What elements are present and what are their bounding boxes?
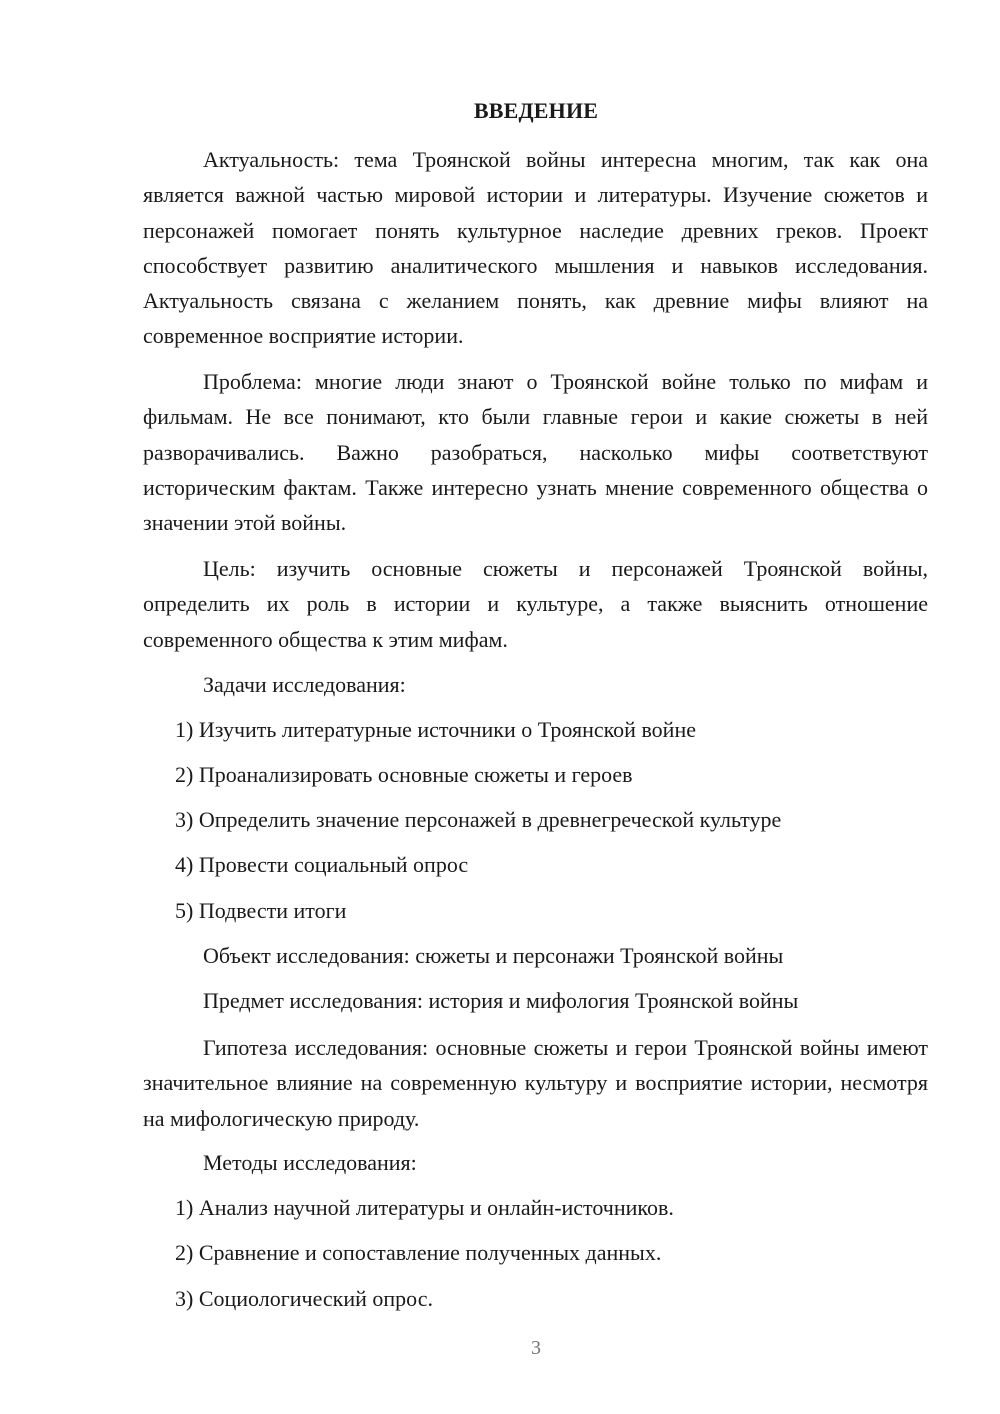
- task-item: 1) Изучить литературные источники о Троянской войне: [175, 717, 696, 742]
- tasks-heading: Задачи исследования:: [203, 672, 406, 697]
- method-item: 3) Социологический опрос.: [175, 1286, 433, 1311]
- task-item: 5) Подвести итоги: [175, 898, 347, 923]
- paragraph-goal: Цель: изучить основные сюжеты и персонажей Троянской войны, определить их роль в истории и культуре, а также выяснить отношение современного общества к этим мифам.: [143, 556, 928, 652]
- methods-heading: Методы исследования:: [203, 1150, 417, 1175]
- section-title: ВВЕДЕНИЕ: [473, 98, 599, 123]
- method-item: 2) Сравнение и сопоставление полученных данных.: [175, 1240, 662, 1265]
- task-item: 2) Проанализировать основные сюжеты и героев: [175, 762, 633, 787]
- task-item: 3) Определить значение персонажей в древнегреческой культуре: [175, 807, 782, 832]
- research-object: Объект исследования: сюжеты и персонажи Троянской войны: [203, 943, 784, 968]
- task-item: 4) Провести социальный опрос: [175, 852, 469, 877]
- paragraph-problem: Проблема: многие люди знают о Троянской войне только по мифам и фильмам. Не все понимают, кто были главные герои и какие сюжеты в ней разворачивались. Важно разобраться, насколько мифы соответствуют историческим фактам. Также интересно узнать мнение современного общества о значении этой войны.: [143, 369, 928, 536]
- page-number: 3: [531, 1337, 541, 1359]
- method-item: 1) Анализ научной литературы и онлайн-источников.: [175, 1195, 674, 1220]
- research-subject: Предмет исследования: история и мифология Троянской войны: [203, 988, 799, 1013]
- paragraph-hypothesis: Гипотеза исследования: основные сюжеты и герои Троянской войны имеют значительное влияние на современную культуру и восприятие истории, несмотря на мифологическую природу.: [143, 1035, 928, 1131]
- paragraph-relevance: Актуальность: тема Троянской войны интересна многим, так как она является важной частью мировой истории и литературы. Изучение сюжетов и персонажей помогает понять культурное наследие древних греков. Проект способствует развитию аналитического мышления и навыков исследования. Актуальность связана с желанием понять, как древние мифы влияют на современное восприятие истории.: [143, 147, 928, 349]
